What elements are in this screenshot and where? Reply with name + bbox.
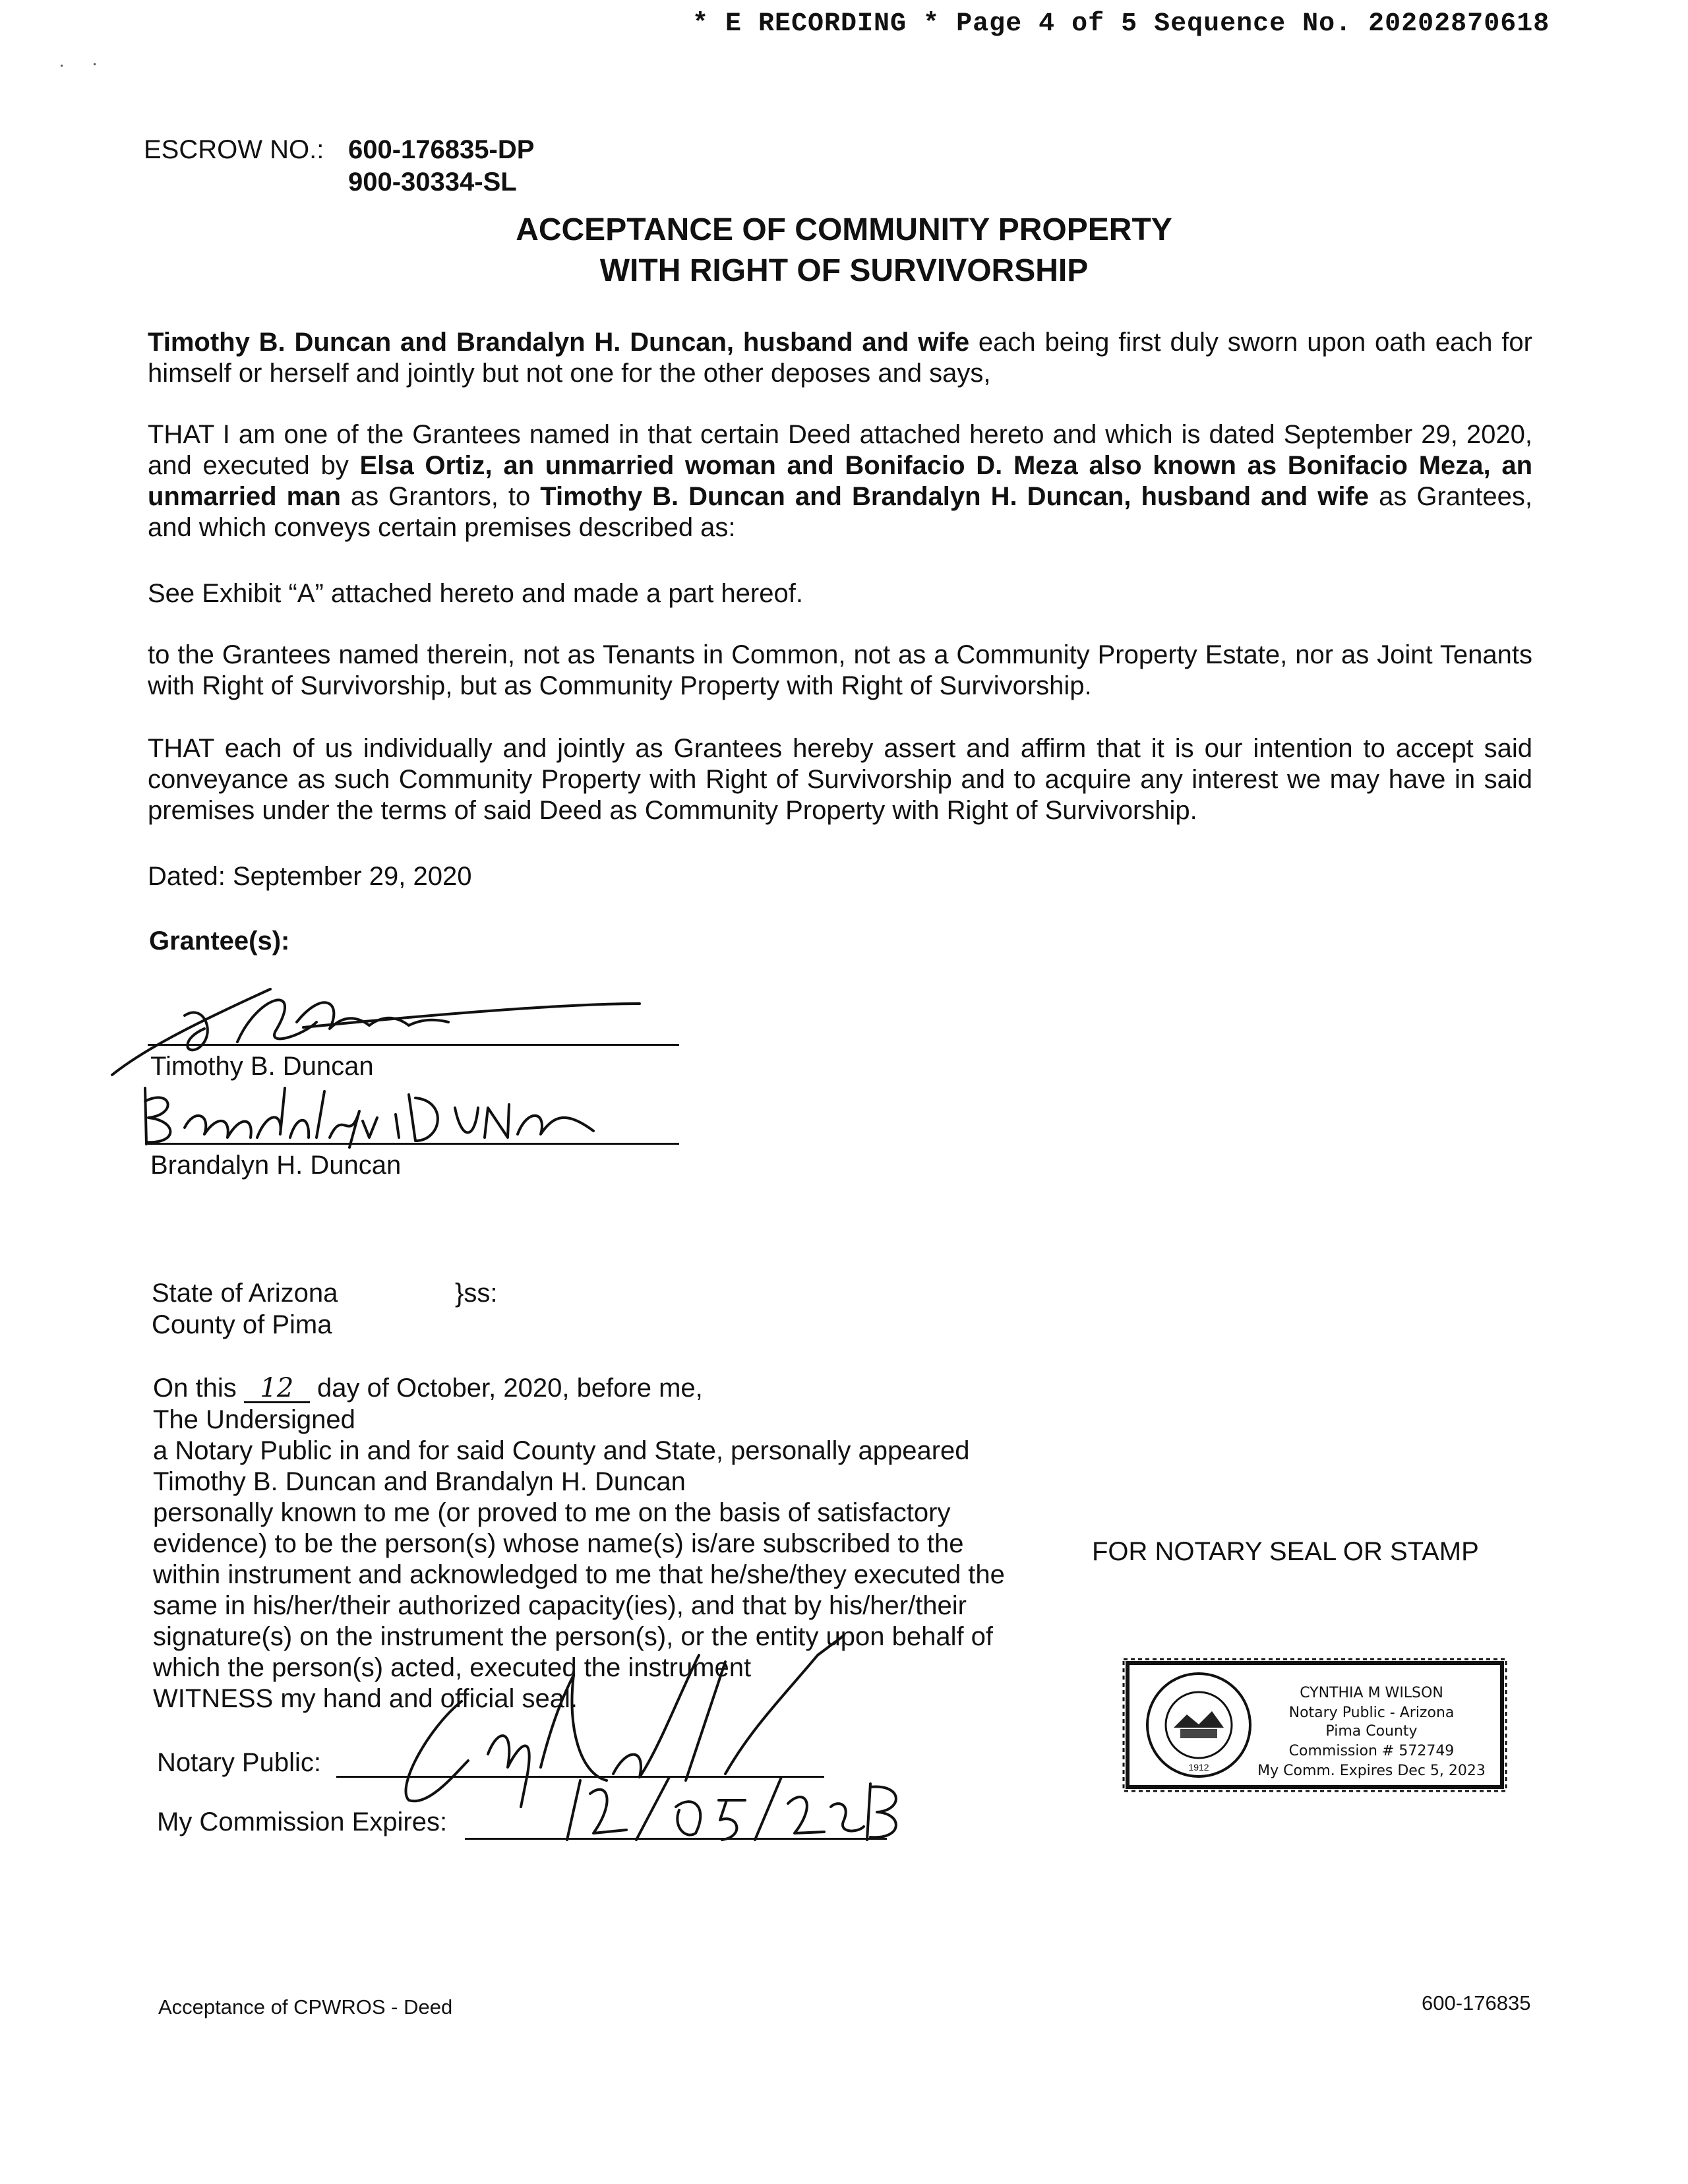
escrow-number-secondary: 900-30334-SL <box>348 167 517 197</box>
commission-date-handwritten <box>554 1774 910 1846</box>
notary-line: same in his/her/their authorized capacity(ies), and that by his/her/their <box>153 1591 967 1620</box>
deed-paragraph <box>148 419 1532 543</box>
affirmation-paragraph: THAT each of us individually and jointly as Grantees hereby assert and affirm that it is our intention to accept said conveyance as such Community Property with Right of Survivorship and to acquire any interest we may have in said premises under the terms of said Deed as Community Property with Right of Survivorship. <box>148 734 1532 825</box>
exhibit-paragraph: See Exhibit “A” attached hereto and made a part hereof. <box>148 579 803 608</box>
stamp-county: Pima County <box>1325 1723 1418 1740</box>
stamp-commission: Commission # 572749 <box>1288 1743 1455 1759</box>
footer-left: Acceptance of CPWROS - Deed <box>158 1995 453 2018</box>
venue-state: State of Arizona <box>152 1279 338 1308</box>
tenancy-paragraph: to the Grantees named therein, not as Tenants in Common, not as a Community Property Estate, nor as Joint Tenants with Right of Survivorship, but as Community Property with Right of Survivorship. <box>148 640 1532 700</box>
day-handwritten: 12 <box>244 1375 310 1403</box>
notary-line: WITNESS my hand and official seal. <box>153 1684 578 1713</box>
notary-line: evidence) to be the person(s) whose name(s) is/are subscribed to the <box>153 1529 964 1558</box>
document-title <box>0 210 1688 291</box>
signer-name-2: Brandalyn H. Duncan <box>150 1151 402 1180</box>
scan-speck <box>61 65 63 67</box>
notary-line: The Undersigned <box>153 1405 355 1434</box>
notary-line: personally known to me (or proved to me on the basis of satisfactory <box>153 1498 951 1527</box>
notary-seal-label: FOR NOTARY SEAL OR STAMP <box>1092 1537 1479 1566</box>
escrow-number-primary: 600-176835-DP <box>348 135 535 164</box>
deed-text-c: as Grantees, and which conveys certain premises described as: <box>148 482 1532 542</box>
intro-text: each being first duly sworn upon oath each for himself or herself and jointly but not one for the other deposes and says, <box>148 328 1532 388</box>
grantors-names: Elsa Ortiz, an unmarried woman and Bonifacio D. Meza also known as Bonifacio Meza, an unmarried man <box>148 451 1532 511</box>
grantees-label: Grantee(s): <box>149 926 290 956</box>
venue-county: County of Pima <box>152 1310 332 1339</box>
deed-text-a: THAT I am one of the Grantees named in that certain Deed attached hereto and which is dated September 29, 2020, and executed by <box>148 420 1532 480</box>
recording-header: * E RECORDING * Page 4 of 5 Sequence No. 20202870618 <box>692 9 1550 39</box>
escrow-label: ESCROW NO.: <box>144 135 324 164</box>
intro-paragraph <box>148 327 1532 389</box>
scan-speck <box>94 63 96 65</box>
notary-day-line <box>153 1373 703 1404</box>
title-line-2: WITH RIGHT OF SURVIVORSHIP <box>599 253 1089 288</box>
footer-right: 600-176835 <box>1422 1991 1531 2015</box>
svg-text:1912: 1912 <box>1188 1762 1209 1773</box>
signer-name-1: Timothy B. Duncan <box>150 1052 374 1081</box>
stamp-title: Notary Public - Arizona <box>1288 1705 1455 1721</box>
grantees-names-2: Timothy B. Duncan and Brandalyn H. Duncan, husband and wife <box>540 482 1370 511</box>
dated-line: Dated: September 29, 2020 <box>148 862 472 891</box>
stamp-name: CYNTHIA M WILSON <box>1300 1685 1443 1701</box>
notary-stamp <box>1121 1655 1510 1797</box>
grantees-names: Timothy B. Duncan and Brandalyn H. Duncan, husband and wife <box>148 328 970 357</box>
signature-line-1 <box>148 1044 679 1046</box>
title-line-1: ACCEPTANCE OF COMMUNITY PROPERTY <box>516 212 1172 247</box>
on-this-label: On this <box>153 1374 237 1403</box>
notary-line: Timothy B. Duncan and Brandalyn H. Duncan <box>153 1467 686 1496</box>
notary-line: which the person(s) acted, executed the instrument <box>153 1653 752 1682</box>
notary-line: signature(s) on the instrument the person(s), or the entity upon behalf of <box>153 1622 994 1651</box>
arizona-seal-icon <box>1147 1674 1250 1776</box>
signature-line-2 <box>148 1143 679 1145</box>
notary-line: a Notary Public in and for said County and State, personally appeared <box>153 1436 970 1465</box>
venue-ss: }ss: <box>455 1279 498 1308</box>
day-rest: day of October, 2020, before me, <box>316 1374 703 1403</box>
notary-line: within instrument and acknowledged to me that he/she/they executed the <box>153 1560 1005 1589</box>
signature-brandalyn <box>132 1081 607 1147</box>
stamp-expires: My Comm. Expires Dec 5, 2023 <box>1257 1763 1486 1779</box>
deed-text-b: as Grantors, to <box>340 482 541 511</box>
commission-label: My Commission Expires: <box>157 1807 448 1836</box>
notary-public-label: Notary Public: <box>157 1748 321 1777</box>
